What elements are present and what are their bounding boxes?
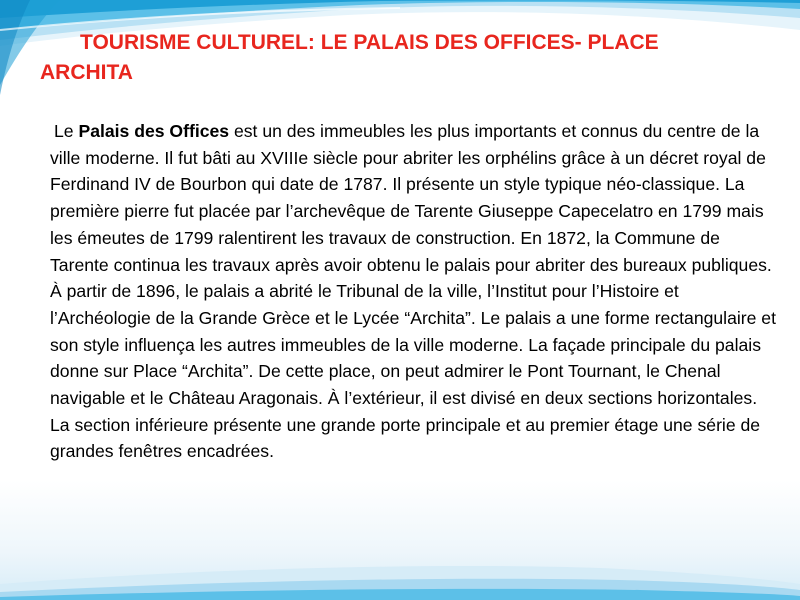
slide-title: TOURISME CULTUREL: LE PALAIS DES OFFICES- PLACE ARCHITA — [40, 31, 659, 84]
paragraph-lead: Le — [54, 121, 79, 141]
bottom-wave-decoration — [0, 540, 800, 600]
paragraph-body: est un des immeubles les plus importants et connus du centre de la ville moderne. Il fut bâti au XVIIIe siècle pour abriter les orphélins grâce à un décret royal de Ferdinand IV de Bourbon qui date de 1787. Il présente un style typique néo-classique. La première pierre fut placée par l’archevêque de Tarente Giuseppe Capecelatro en 1799 mais les émeutes de 1799 ralentirent les travaux de construction. En 1872, la Commune de Tarente continua les travaux après avoir obtenu le palais pour abriter des bureaux publiques. À partir de 1896, le palais a abrité le Tribunal de la ville, l’Institut pour l’Histoire et l’Archéologie de la Grande Grèce et le Lycée “Archita”. Le palais a une forme rectangulaire et son style influença les autres immeubles de la ville moderne. La façade principale du palais donne sur Place “Archita”. De cette place, on peut admirer le Pont Tournant, le Chenal navigable et le Château Aragonais. À l’extérieur, il est divisé en deux sections horizontales. La section inférieure présente une grande porte principale et au premier étage une série de grandes fenêtres encadrées. — [50, 121, 776, 462]
highlighted-term: Palais des Offices — [78, 121, 230, 141]
body-paragraph — [50, 118, 778, 465]
